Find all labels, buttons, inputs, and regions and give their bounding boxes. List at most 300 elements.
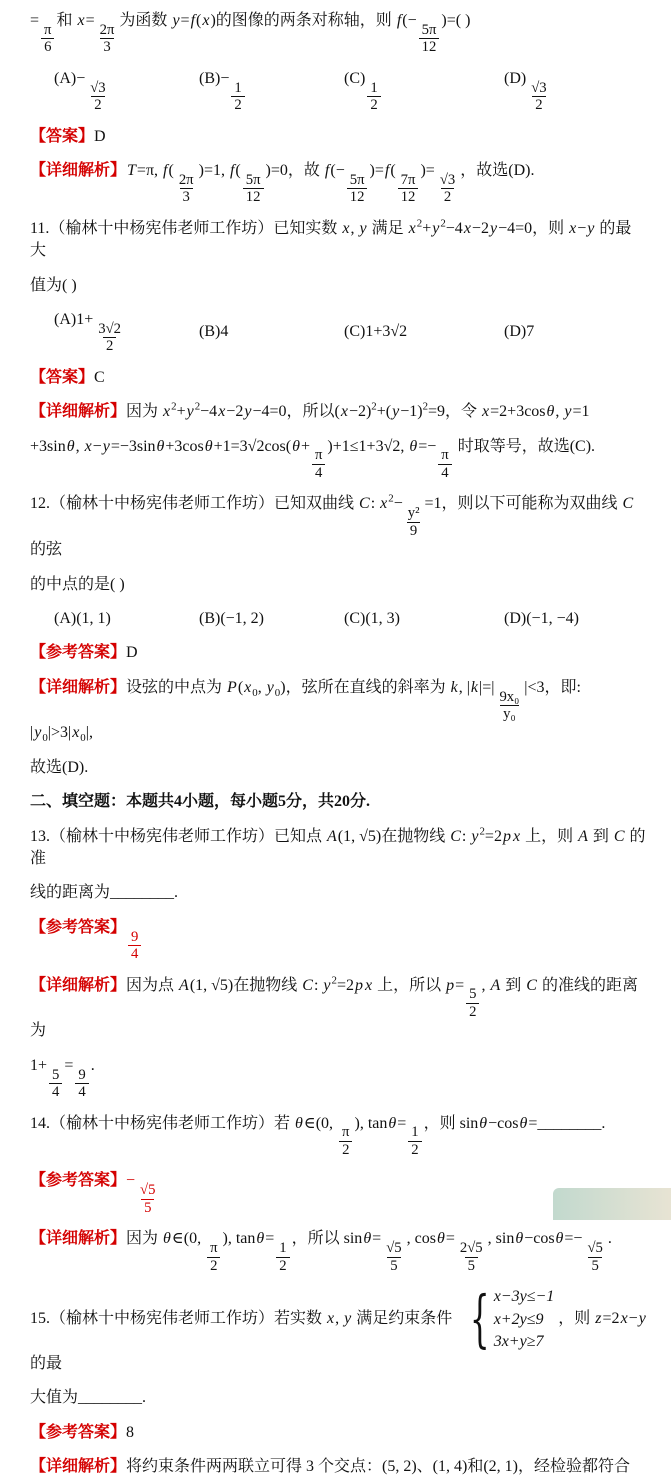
- text: −4=0，所以(: [252, 403, 340, 421]
- text: )的图像的两条对称轴，则: [210, 12, 396, 29]
- superscript: 2: [171, 400, 177, 413]
- text: 上，所以: [373, 976, 446, 994]
- fraction-denominator: 12: [243, 188, 264, 205]
- subscript: 0: [274, 686, 281, 699]
- fraction: [312, 447, 325, 481]
- fraction: [137, 1182, 158, 1216]
- option: [54, 68, 199, 114]
- text: )，弦所在直线的斜率为: [280, 678, 450, 696]
- text: =−: [418, 437, 437, 455]
- fraction-numerator: 2√5: [459, 1240, 483, 1257]
- text: (D)(−1, −4): [504, 609, 579, 627]
- option: [199, 608, 344, 630]
- analysis-14: [30, 1222, 647, 1280]
- text: ，故选(D).: [460, 161, 535, 179]
- text: (C): [344, 69, 366, 87]
- fraction-denominator: 4: [75, 1083, 88, 1100]
- math-variable: θ: [66, 437, 75, 455]
- text: −cos: [488, 1114, 519, 1132]
- text: =: [30, 12, 40, 29]
- text: )=( ): [441, 12, 471, 29]
- math-variable: θ: [555, 1230, 564, 1248]
- text: (: [235, 161, 241, 179]
- superscript: 2: [479, 825, 485, 838]
- math-variable: y: [323, 976, 331, 994]
- analysis-12: [30, 671, 647, 751]
- text: D: [94, 127, 106, 145]
- text: −2): [348, 403, 372, 421]
- text: ，则 sin: [423, 1114, 479, 1132]
- fraction: [243, 172, 264, 206]
- question-15-stem: [30, 1280, 647, 1381]
- text: =2: [602, 1310, 620, 1328]
- text: =2+3cos: [490, 403, 546, 421]
- text: (: [390, 161, 396, 179]
- text: 满足: [367, 219, 408, 237]
- math-variable: θ: [292, 437, 300, 455]
- text: )=: [369, 161, 384, 179]
- text: ，则: [558, 1310, 595, 1328]
- fraction-numerator: 9: [131, 928, 139, 945]
- answer-marker: 【参考答案】: [30, 918, 127, 936]
- answer-marker: 【详细解析】: [30, 1230, 127, 1248]
- fraction: [367, 80, 380, 114]
- answer-15: [30, 1416, 647, 1450]
- question-12-stem-continued: [30, 568, 647, 602]
- inequality-system: [460, 1282, 555, 1356]
- text: |>3|: [47, 724, 72, 742]
- math-variable: x: [512, 827, 521, 845]
- text: (1, √5)在抛物线: [189, 976, 302, 994]
- fraction-numerator: π: [314, 447, 323, 464]
- text: −4: [200, 403, 218, 421]
- math-variable: C: [526, 976, 537, 994]
- text: =π,: [136, 161, 163, 179]
- text: =: [455, 976, 465, 994]
- math-variable: x: [72, 724, 80, 742]
- text: =−3sin: [110, 437, 156, 455]
- text: +: [422, 219, 432, 237]
- text: , |: [458, 678, 470, 696]
- fraction: [231, 80, 244, 114]
- text: +(: [376, 403, 392, 421]
- text: :: [313, 976, 323, 994]
- fraction: [339, 1124, 352, 1158]
- answer-marker: 【详细解析】: [30, 1457, 127, 1475]
- text: )+1≤1+3√2,: [327, 437, 409, 455]
- math-variable: x: [380, 495, 388, 513]
- fraction: [584, 1240, 605, 1274]
- question-13-stem: [30, 820, 647, 877]
- text: −4: [445, 219, 463, 237]
- math-variable: x: [408, 219, 416, 237]
- fraction-numerator: √3: [439, 171, 456, 188]
- text: +: [300, 437, 310, 455]
- fraction-denominator: 5: [588, 1257, 601, 1274]
- fraction-numerator: 3√2: [98, 320, 122, 337]
- math-variable: P: [227, 678, 237, 696]
- math-variable: x: [77, 12, 85, 29]
- text: |<3，即: |: [30, 678, 581, 742]
- section-heading: [30, 785, 647, 819]
- math-variable: y: [489, 219, 498, 237]
- text: (: [237, 678, 244, 696]
- option: [504, 321, 534, 343]
- text: 时取等号，故选(C).: [453, 437, 596, 455]
- question-10-stem-continuation: [30, 4, 647, 62]
- fraction: [95, 321, 124, 355]
- math-variable: x: [342, 219, 350, 237]
- text: )=0，故: [265, 161, 324, 179]
- fraction-denominator: 3: [180, 188, 193, 205]
- math-variable: y: [638, 1310, 646, 1328]
- fraction: [128, 929, 141, 963]
- text: =________.: [528, 1114, 606, 1132]
- fraction: [75, 1067, 88, 1101]
- options-row-12: [30, 602, 647, 636]
- answer-marker: 【详细解析】: [30, 678, 127, 696]
- text: 设弦的中点为: [126, 678, 227, 696]
- option: [199, 321, 344, 343]
- answer-11: [30, 361, 647, 395]
- question-12-stem: [30, 487, 647, 567]
- math-variable: x: [163, 403, 171, 421]
- text: 到: [501, 976, 526, 994]
- case-row: x−3y≤−1: [493, 1288, 555, 1305]
- fraction-numerator: π: [210, 1240, 218, 1257]
- fraction: [276, 1240, 289, 1274]
- text: 因为: [126, 1230, 163, 1248]
- subscript: 0: [80, 732, 86, 745]
- superscript: 2: [416, 217, 423, 230]
- math-variable: k: [470, 678, 478, 696]
- fraction-denominator: 5: [141, 1199, 154, 1216]
- fraction-numerator: √5: [587, 1240, 603, 1257]
- option: [344, 608, 504, 630]
- fraction-numerator: y²: [407, 505, 420, 522]
- math-variable: A: [490, 976, 501, 994]
- math-variable: θ: [479, 1114, 488, 1132]
- text: (B)(−1, 2): [199, 609, 265, 627]
- analysis-10: [30, 154, 647, 212]
- math-variable: θ: [156, 437, 165, 455]
- question-14-stem: [30, 1107, 647, 1165]
- text: 因为点: [126, 976, 179, 994]
- text: ，所以 sin: [291, 1230, 363, 1248]
- fraction: [437, 172, 458, 206]
- analysis-15: [30, 1450, 647, 1484]
- option: [344, 321, 504, 343]
- text: ), tan: [354, 1114, 388, 1132]
- text: 15.（榆林十中杨宪伟老师工作坊）若实数: [30, 1310, 327, 1328]
- option: [504, 68, 552, 114]
- math-variable: A: [578, 827, 588, 845]
- text: 到: [588, 827, 613, 845]
- text: ,: [257, 678, 266, 696]
- question-15-stem-continued: [30, 1381, 647, 1415]
- text: |=|: [479, 678, 495, 696]
- text: (D)7: [504, 322, 535, 340]
- text: −cos: [524, 1230, 555, 1248]
- answer-13: [30, 911, 647, 969]
- option: [199, 68, 344, 114]
- math-variable: y: [587, 219, 595, 237]
- superscript: 2: [388, 493, 394, 505]
- math-variable: y: [244, 403, 252, 421]
- answer-marker: 【详细解析】: [30, 161, 127, 179]
- fraction: [176, 172, 197, 206]
- fraction-numerator: 7π: [400, 171, 416, 188]
- fraction-denominator: 6: [41, 38, 54, 55]
- text: .: [607, 1230, 612, 1248]
- text: −: [393, 495, 403, 513]
- math-variable: θ: [519, 1114, 528, 1132]
- fraction-denominator: 2: [441, 188, 454, 205]
- text: ∈(0,: [303, 1114, 338, 1132]
- answer-marker: 【参考答案】: [30, 1423, 127, 1441]
- text: 将约束条件两两联立可得 3 个交点：(5, 2)、(1, 4)和(2, 1)，经检验都符合: [126, 1457, 630, 1475]
- text: =9，令: [428, 403, 482, 421]
- answer-marker: 【详细解析】: [30, 976, 127, 994]
- superscript: 2: [194, 400, 201, 413]
- text: (B)−: [199, 69, 230, 87]
- math-variable: x: [327, 1310, 335, 1328]
- fraction-numerator: √3: [90, 79, 106, 96]
- math-variable: f: [163, 161, 168, 179]
- text: (: [196, 12, 202, 29]
- text: , cos: [406, 1230, 436, 1248]
- fraction: [419, 22, 440, 56]
- fraction-numerator: 9x₀: [499, 688, 520, 705]
- fraction-denominator: 2: [466, 1003, 479, 1020]
- text: (B)4: [199, 322, 229, 340]
- answer-marker: 【详细解析】: [30, 403, 127, 421]
- case-row: x+2y≤9: [493, 1310, 544, 1328]
- text: :: [461, 827, 471, 845]
- text: =: [445, 1230, 455, 1248]
- text: 和: [56, 12, 77, 29]
- math-variable: x: [364, 976, 373, 994]
- text: 的弦: [30, 541, 63, 559]
- math-variable: y: [344, 1310, 352, 1328]
- fraction: [41, 22, 54, 56]
- math-variable: x: [463, 219, 471, 237]
- text: =: [372, 1230, 382, 1248]
- text: (: [168, 161, 174, 179]
- fraction-denominator: 4: [438, 464, 451, 481]
- fraction-denominator: 2: [207, 1257, 220, 1274]
- fraction: [457, 1240, 486, 1274]
- fraction-denominator: 12: [347, 188, 368, 205]
- math-variable: x: [244, 678, 252, 696]
- fraction-numerator: 1: [279, 1240, 287, 1257]
- text: +3cos: [165, 437, 204, 455]
- text: =1，则以下可能称为双曲线: [424, 495, 622, 513]
- text: −4=0，则: [498, 219, 569, 237]
- math-variable: p: [446, 976, 455, 994]
- fraction-denominator: 5: [465, 1257, 478, 1274]
- option: [54, 608, 199, 630]
- text: .: [90, 1056, 95, 1074]
- text: 的准线的距离为: [30, 976, 638, 1040]
- fraction-denominator: 2: [91, 96, 104, 113]
- fraction-denominator: 2: [276, 1257, 289, 1274]
- fraction-numerator: 1: [370, 79, 378, 96]
- text: −: [92, 437, 102, 455]
- fraction-denominator: 2: [231, 96, 244, 113]
- fraction-numerator: 9: [78, 1066, 86, 1083]
- analysis-13: [30, 969, 647, 1049]
- text: 大值为________.: [30, 1389, 147, 1407]
- analysis-12-continued: [30, 751, 647, 785]
- math-variable: y: [564, 403, 572, 421]
- fraction-denominator: 4: [312, 464, 325, 481]
- fraction: [528, 80, 549, 114]
- fraction-numerator: 2π: [178, 171, 194, 188]
- fraction: [496, 689, 522, 723]
- fraction-numerator: π: [342, 1124, 350, 1141]
- superscript: 2: [422, 400, 428, 413]
- text: ∈(0,: [171, 1230, 206, 1248]
- option: [344, 68, 504, 114]
- math-variable: f: [190, 12, 196, 29]
- math-variable: C: [359, 495, 370, 513]
- fraction-numerator: 1: [234, 79, 242, 96]
- fraction-denominator: 2: [339, 1141, 352, 1158]
- math-variable: f: [324, 161, 330, 179]
- text: 的准: [30, 827, 646, 868]
- fraction-numerator: π: [44, 21, 52, 38]
- math-variable: x: [84, 437, 92, 455]
- text: (C)1+3√2: [344, 322, 408, 340]
- text: ,: [555, 403, 564, 421]
- text: 的最: [30, 1354, 63, 1372]
- answer-marker: 【答案】: [30, 127, 95, 145]
- text: +1=3√2cos(: [213, 437, 292, 455]
- text: 上，则: [521, 827, 578, 845]
- fraction: [466, 986, 479, 1020]
- text: 12.（榆林十中杨宪伟老师工作坊）已知双曲线: [30, 495, 359, 513]
- fraction-numerator: √3: [531, 79, 547, 96]
- text: 11.（榆林十中杨宪伟老师工作坊）已知实数: [30, 219, 342, 237]
- fraction-denominator: y₀: [500, 705, 519, 722]
- text: (D): [504, 69, 527, 87]
- subscript: 0: [252, 686, 258, 699]
- text: 值为( ): [30, 276, 77, 294]
- text: 满足约束条件: [352, 1310, 457, 1328]
- fraction-denominator: 2: [367, 96, 380, 113]
- analysis-11-continued: [30, 430, 647, 488]
- math-variable: x: [482, 403, 490, 421]
- watermark: [553, 1188, 671, 1220]
- math-variable: C: [622, 495, 634, 513]
- text: 为函数: [119, 12, 172, 29]
- text: 1+: [30, 1056, 48, 1074]
- fraction: [49, 1067, 62, 1101]
- answer-marker: 【答案】: [30, 368, 95, 386]
- text: (A)−: [54, 69, 86, 87]
- fraction: [207, 1240, 220, 1274]
- options-row-10: [30, 62, 647, 120]
- math-variable: p: [502, 827, 511, 845]
- math-variable: y: [102, 437, 110, 455]
- text: =2: [484, 827, 502, 845]
- text: ), tan: [222, 1230, 256, 1248]
- text: (−: [330, 161, 345, 179]
- math-variable: θ: [409, 437, 418, 455]
- options-row-11: [30, 303, 647, 361]
- fraction: [383, 1240, 404, 1274]
- text: )=: [420, 161, 435, 179]
- math-variable: θ: [295, 1114, 303, 1132]
- fraction-denominator: 2: [408, 1141, 421, 1158]
- math-variable: T: [127, 161, 136, 179]
- text: =: [64, 1056, 74, 1074]
- fraction-numerator: √5: [386, 1240, 402, 1257]
- math-variable: x: [202, 12, 210, 29]
- superscript: 2: [331, 974, 337, 987]
- fraction-denominator: 3: [100, 38, 113, 55]
- text: D: [126, 644, 138, 662]
- fraction-numerator: 2π: [99, 21, 115, 38]
- math-variable: z: [595, 1310, 602, 1328]
- math-variable: A: [179, 976, 189, 994]
- fraction-numerator: √5: [140, 1182, 156, 1199]
- case-rows: [494, 1286, 555, 1353]
- text: −2: [226, 403, 244, 421]
- math-variable: θ: [515, 1230, 524, 1248]
- text: (C)(1, 3): [344, 609, 400, 627]
- text: =−: [564, 1230, 583, 1248]
- question-11-stem: [30, 212, 647, 269]
- fraction-denominator: 12: [419, 38, 440, 55]
- text: −: [577, 219, 587, 237]
- fraction: [97, 22, 118, 56]
- fraction-numerator: π: [441, 447, 449, 464]
- text: 的最大: [30, 219, 632, 260]
- text: 因为: [126, 403, 163, 421]
- math-variable: θ: [204, 437, 213, 455]
- analysis-13-continued: [30, 1049, 647, 1107]
- text: 13.（榆林十中杨宪伟老师工作坊）已知点: [30, 827, 327, 845]
- text: =: [180, 12, 190, 29]
- text: :: [370, 495, 380, 513]
- question-11-stem-continued: [30, 269, 647, 303]
- text: =: [265, 1230, 275, 1248]
- option: [504, 608, 579, 630]
- fraction-numerator: 5π: [245, 171, 261, 188]
- text: ,: [481, 976, 490, 994]
- subscript: 0: [42, 732, 48, 745]
- fraction-denominator: 4: [49, 1083, 62, 1100]
- superscript: 2: [371, 400, 377, 413]
- case-row: 3x+y≥7: [493, 1333, 544, 1351]
- math-variable: C: [613, 827, 625, 845]
- math-variable: y: [432, 219, 440, 237]
- fraction-denominator: 4: [128, 945, 141, 962]
- math-variable: y: [471, 827, 479, 845]
- math-variable: y: [34, 724, 42, 742]
- fraction-numerator: 5π: [421, 21, 437, 38]
- text: , sin: [487, 1230, 515, 1248]
- math-variable: f: [384, 161, 390, 179]
- answer-10: [30, 120, 647, 154]
- text: =: [85, 12, 95, 29]
- text: (A)(1, 1): [54, 609, 111, 627]
- text: 14.（榆林十中杨宪伟老师工作坊）若: [30, 1114, 295, 1132]
- math-variable: p: [354, 976, 363, 994]
- fraction-denominator: 5: [387, 1257, 400, 1274]
